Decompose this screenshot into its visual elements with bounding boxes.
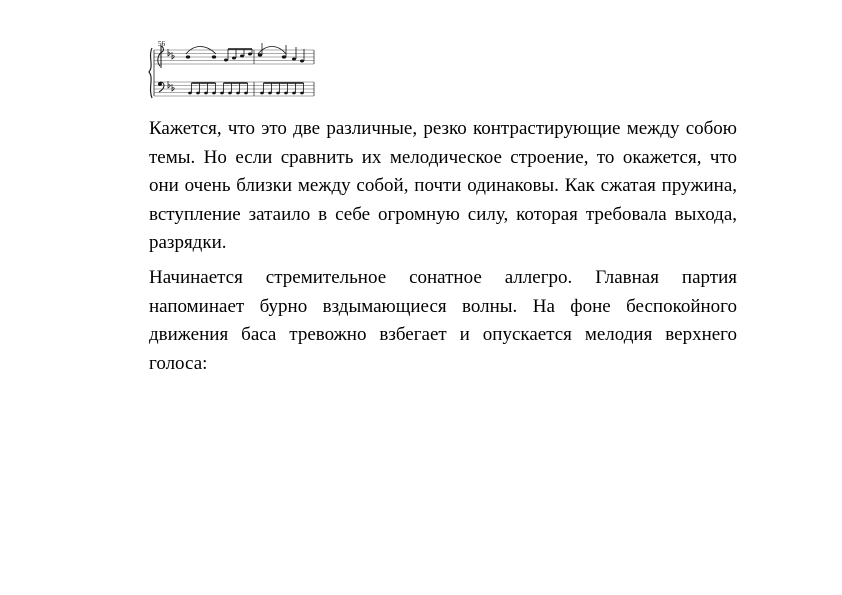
- paragraph-1: Кажется, что это две различные, резко контрастирующие между собою темы. Но если сравнить их мелодическое строение, то окажется, что они очень близки между собой, почти одинаковы. Как сжатая пружина, вступление затаило в себе огромную силу, которая требовала выхода, разрядки.: [149, 118, 737, 253]
- measure-number: 56: [158, 40, 165, 48]
- paragraph-2: Начинается стремительное сонатное аллегро. Главная партия напоминает бурно вздымающиеся волны. На фоне беспокойного движения баса тревожно взбегает и опускается мелодия верхнего голоса:: [149, 267, 737, 374]
- music-score-image: [146, 40, 316, 104]
